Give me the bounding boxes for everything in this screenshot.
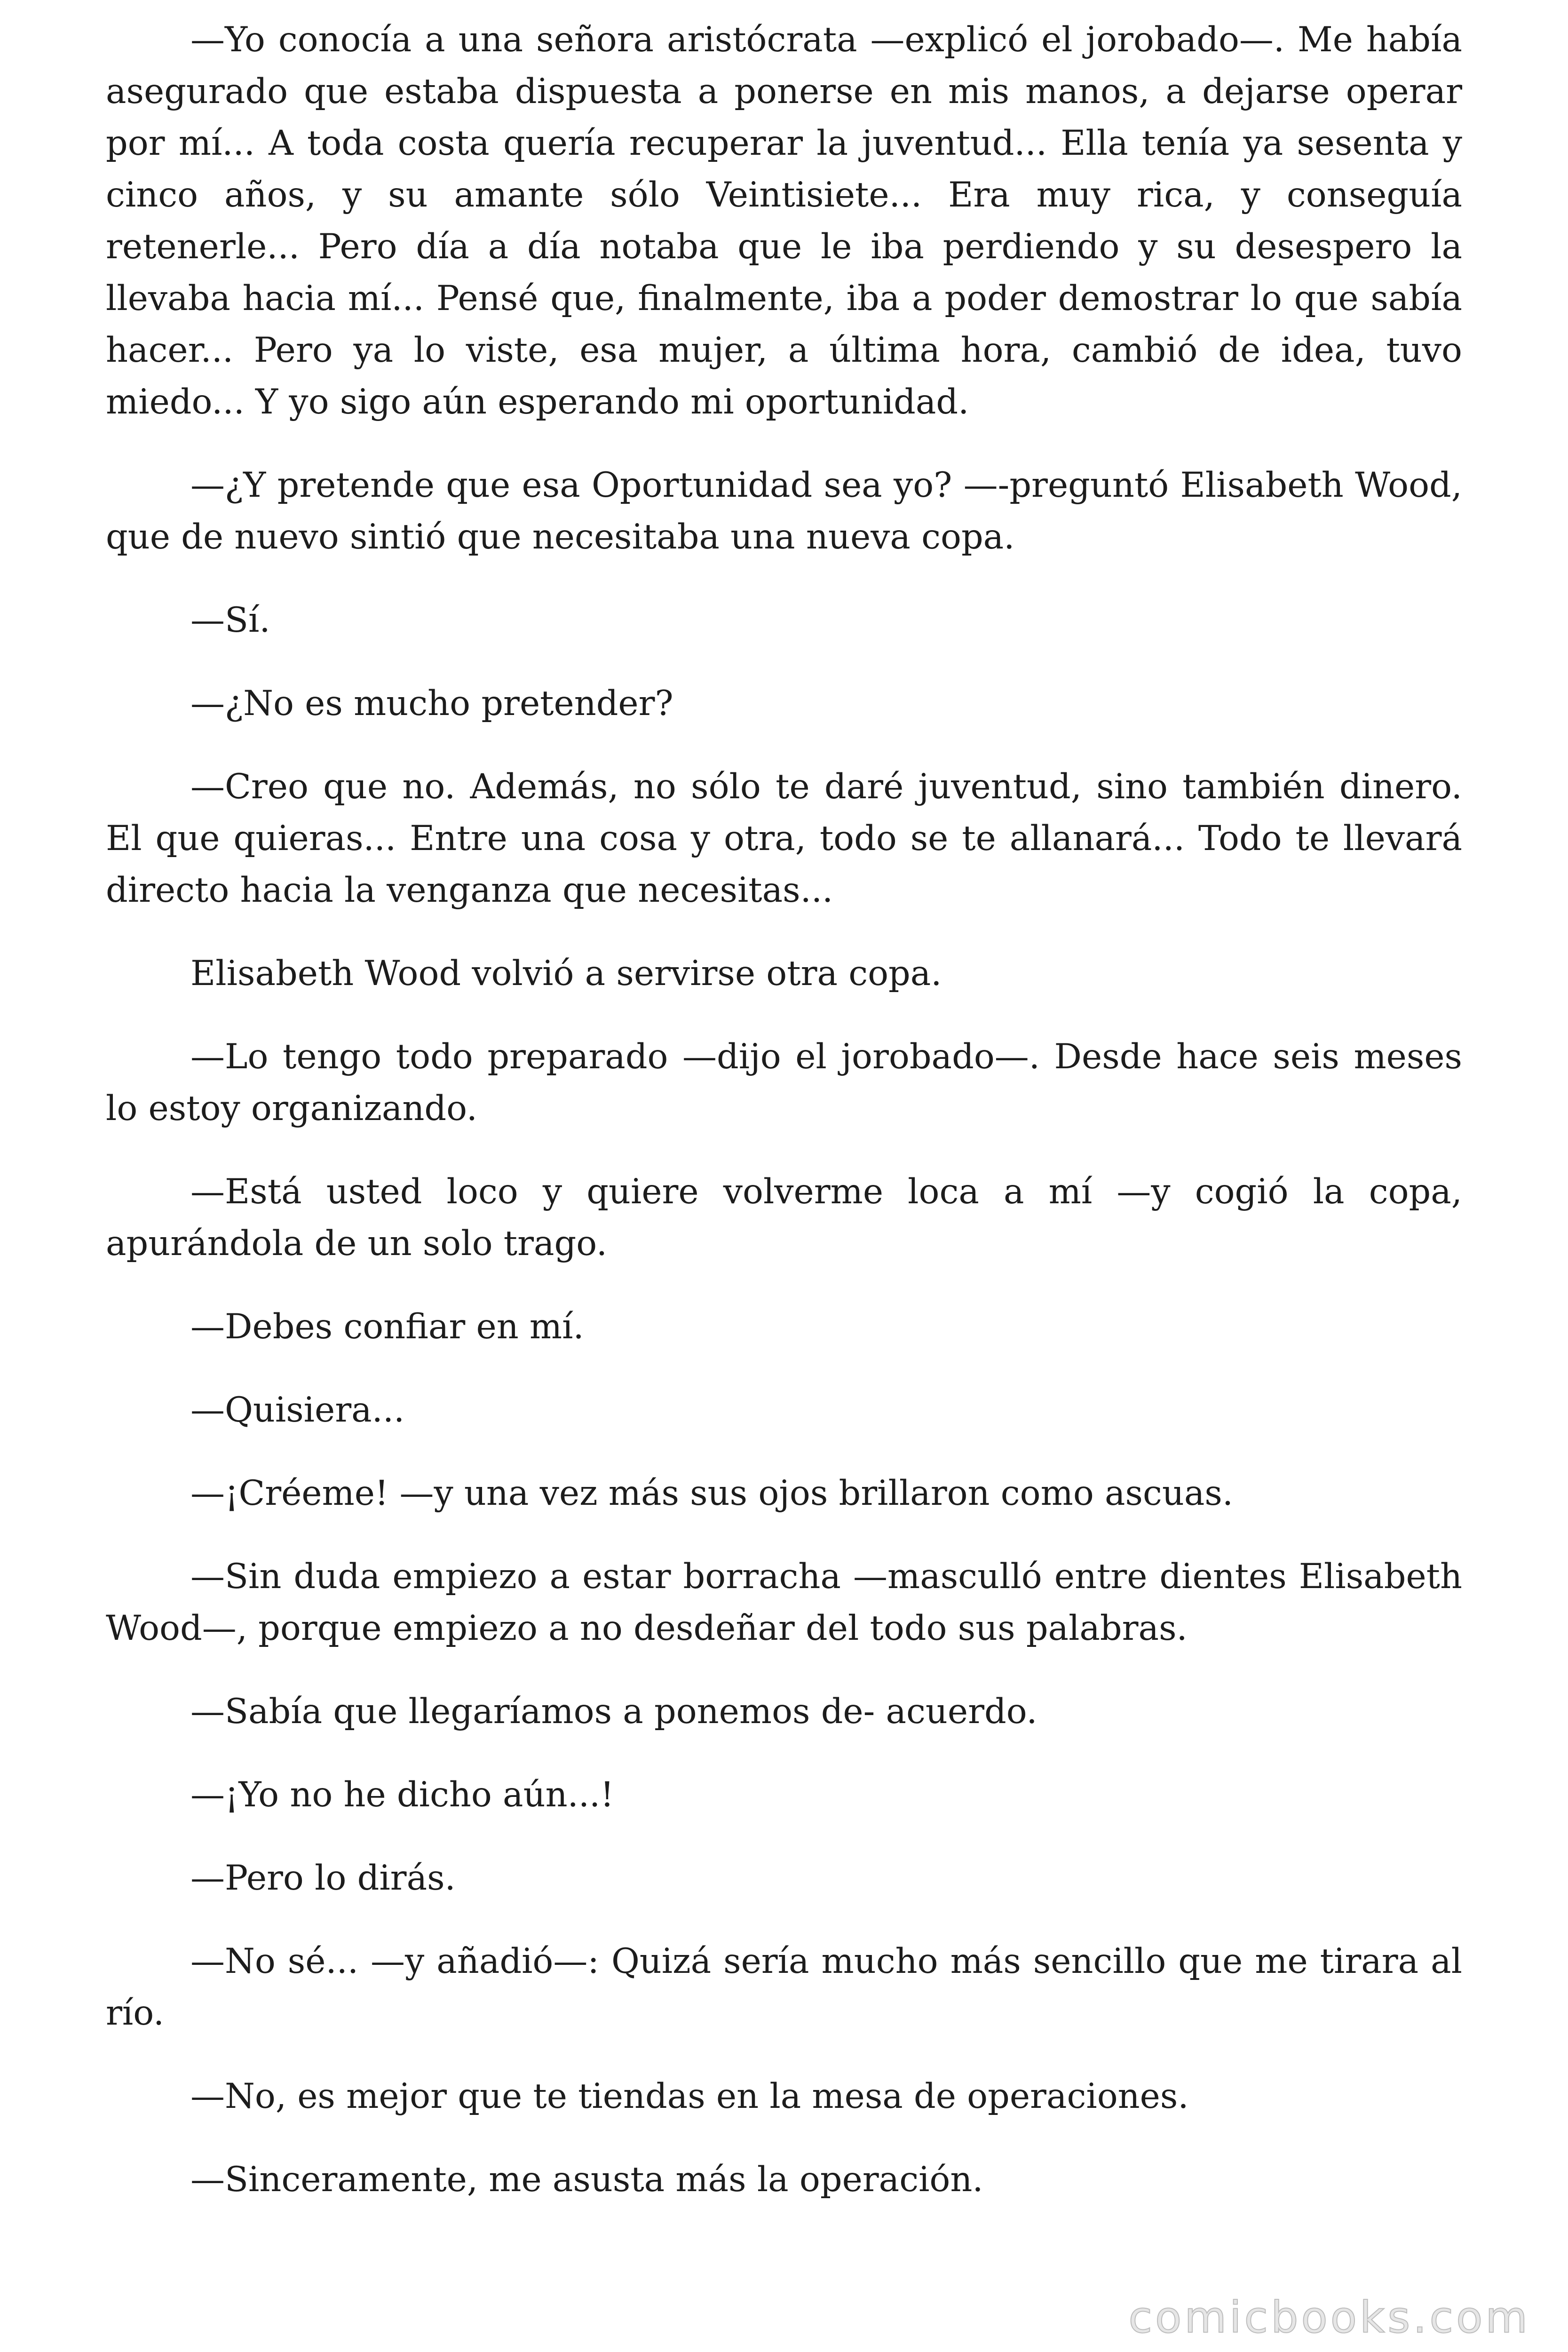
watermark: comicbooks.com [1128,2292,1530,2343]
paragraph: —Lo tengo todo preparado —dijo el jorobado—. Desde hace seis meses lo estoy organizando. [106,1037,1462,1128]
paragraph: —Sinceramente, me asusta más la operación. [190,2160,983,2200]
paragraph: —Está usted loco y quiere volverme loca a mí —y cogió la copa, apurándola de un solo trago. [106,1172,1462,1263]
paragraph: —Sí. [190,600,270,640]
paragraph: —¡Yo no he dicho aún...! [190,1775,614,1815]
paragraph: —Pero lo dirás. [190,1858,456,1898]
paragraph: —Debes confiar en mí. [190,1307,584,1347]
paragraph: —¡Créeme! —y una vez más sus ojos brillaron como ascuas. [190,1473,1234,1513]
paragraph: —Creo que no. Además, no sólo te daré juventud, sino también dinero. El que quieras... Entre una cosa y otra, todo se te allanará... Todo te llevará directo hacia la venganza que necesitas... [106,767,1462,910]
paragraph: —Quisiera... [190,1390,405,1430]
paragraph: —Sabía que llegaríamos a ponemos de- acuerdo. [190,1692,1037,1732]
paragraph: —Sin duda empiezo a estar borracha —masculló entre dientes Elisabeth Wood—, porque empiezo a no desdeñar del todo sus palabras. [106,1557,1462,1648]
paragraph: —No sé... —y añadió—: Quizá sería mucho más sencillo que me tirara al río. [106,1941,1462,2033]
paragraph: Elisabeth Wood volvió a servirse otra copa. [190,954,942,993]
paragraph: —Yo conocía a una señora aristócrata —explicó el jorobado—. Me había asegurado que estaba dispuesta a ponerse en mis manos, a dejarse operar por mí... A toda costa quería recuperar la juventud... Ella tenía ya sesenta y cinco años, y su amante sólo Veintisiete... Era muy rica, y conseguía retenerle... Pero día a día notaba que le iba perdiendo y su desespero la llevaba hacia mí... Pensé que, finalmente, iba a poder demostrar lo que sabía hacer... Pero ya lo viste, esa mujer, a última hora, cambió de idea, tuvo miedo... Y yo sigo aún esperando mi oportunidad. [106,20,1462,422]
paragraph: —No, es mejor que te tiendas en la mesa de operaciones. [190,2076,1189,2116]
paragraph: —¿Y pretende que esa Oportunidad sea yo? —-preguntó Elisabeth Wood, que de nuevo sintió que necesitaba una nueva copa. [106,465,1462,557]
paragraph: —¿No es mucho pretender? [190,683,673,723]
